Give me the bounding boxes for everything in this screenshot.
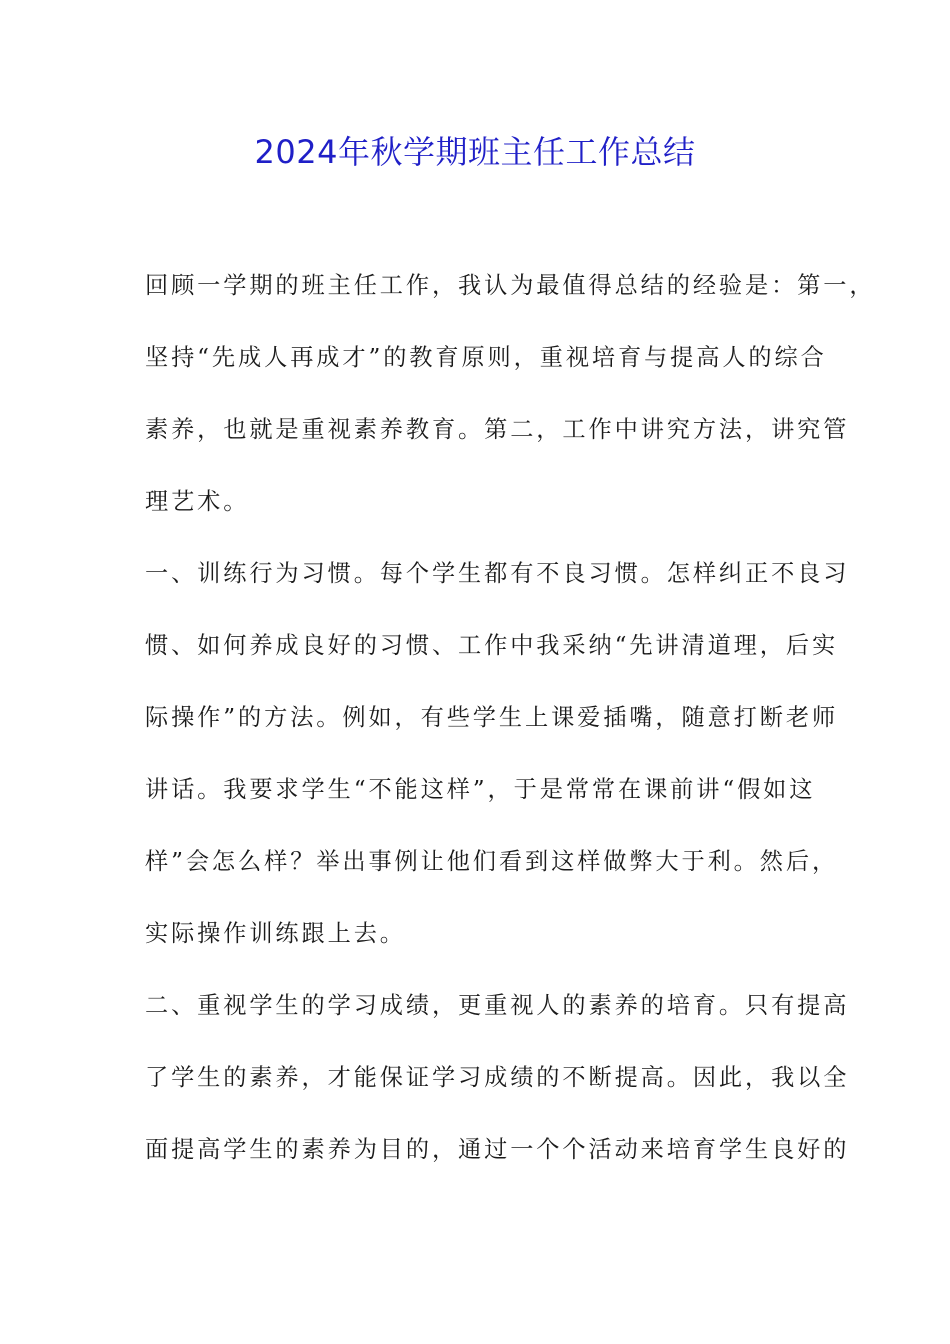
text-line: 惯、如何养成良好的习惯、工作中我采纳“先讲清道理，后实 [145, 632, 839, 659]
text-line: 实际操作训练跟上去。 [145, 920, 406, 947]
text-line: 际操作”的方法。例如，有些学生上课爱插嘴，随意打断老师 [145, 704, 839, 731]
document-title: 2024年秋学期班主任工作总结 [254, 133, 696, 171]
text-line: 回顾一学期的班主任工作，我认为最值得总结的经验是：第一， [145, 272, 876, 299]
text-line: 了学生的素养，才能保证学习成绩的不断提高。因此，我以全 [145, 1064, 850, 1091]
paragraph-intro [145, 262, 876, 526]
paragraph-section-2 [145, 982, 850, 1174]
text-line: 素养，也就是重视素养教育。第二，工作中讲究方法，讲究管 [145, 416, 850, 443]
text-line: 坚持“先成人再成才”的教育原则，重视培育与提高人的综合 [145, 344, 827, 371]
document-body [145, 262, 876, 1198]
text-line: 样”会怎么样？举出事例让他们看到这样做弊大于利。然后， [145, 848, 839, 875]
text-line: 理艺术。 [145, 488, 250, 515]
text-line: 讲话。我要求学生“不能这样”，于是常常在课前讲“假如这 [145, 776, 816, 803]
paragraph-section-1 [145, 550, 850, 958]
text-line: 二、重视学生的学习成绩，更重视人的素养的培育。只有提高 [145, 992, 850, 1019]
text-line: 一、训练行为习惯。每个学生都有不良习惯。怎样纠正不良习 [145, 560, 850, 587]
text-line: 面提高学生的素养为目的，通过一个个活动来培育学生良好的 [145, 1136, 850, 1163]
